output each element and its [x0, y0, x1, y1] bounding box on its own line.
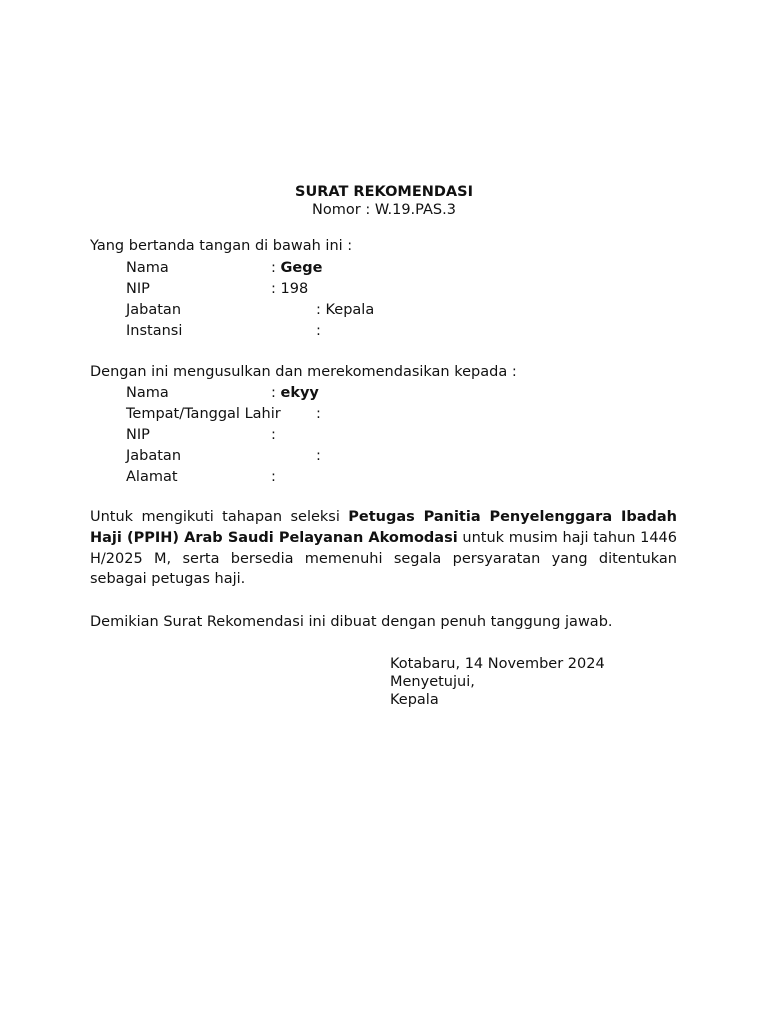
closing-statement: Demikian Surat Rekomendasi ini dibuat dengan penuh tanggung jawab.	[90, 614, 613, 630]
signatory-agency-label: Instansi	[126, 323, 183, 339]
signatory-name-label: Nama	[126, 260, 169, 276]
candidate-address-value: :	[271, 469, 276, 485]
candidate-nip-label: NIP	[126, 427, 150, 443]
candidate-nip-value: :	[271, 427, 276, 443]
body-text-intro: Untuk mengikuti tahapan seleksi	[90, 509, 340, 525]
candidate-name-row	[271, 384, 319, 402]
signatory-name-row	[271, 259, 322, 277]
body-text-rest: untuk musim haji tahun 1446 H/2025 M, serta bersedia memenuhi segala persyaratan yang ditentukan sebagai petugas haji.	[90, 529, 677, 588]
candidate-birth-label: Tempat/Tanggal Lahir	[126, 406, 281, 422]
signer-title: Kepala	[390, 692, 439, 708]
body-text-bold: Petugas Panitia Penyelenggara Ibadah Haji (PPIH) Arab Saudi Pelayanan Akomodasi	[90, 509, 677, 546]
signatory-position-label: Jabatan	[126, 302, 182, 318]
signatory-intro: Yang bertanda tangan di bawah ini :	[90, 238, 353, 254]
candidate-name-label: Nama	[126, 385, 169, 401]
candidate-address-label: Alamat	[126, 469, 178, 485]
signatory-name-sep: :	[271, 260, 276, 276]
candidate-name-value: ekyy	[280, 385, 319, 401]
body-paragraph	[90, 507, 677, 590]
signatory-name-value: Gege	[280, 260, 323, 276]
letter-title: SURAT REKOMENDASI	[295, 184, 473, 200]
letter-number: Nomor : W.19.PAS.3	[312, 202, 456, 218]
candidate-birth-value: :	[316, 406, 321, 422]
signatory-position-value: : Kepala	[316, 302, 375, 318]
signatory-nip-label: NIP	[126, 281, 150, 297]
candidate-intro: Dengan ini mengusulkan dan merekomendasikan kepada :	[90, 364, 517, 380]
approval-label: Menyetujui,	[390, 674, 475, 690]
candidate-name-sep: :	[271, 385, 276, 401]
candidate-position-value: :	[316, 448, 321, 464]
place-date: Kotabaru, 14 November 2024	[390, 656, 605, 672]
signatory-agency-value: :	[316, 323, 321, 339]
candidate-position-label: Jabatan	[126, 448, 182, 464]
signatory-nip-value: : 198	[271, 281, 309, 297]
